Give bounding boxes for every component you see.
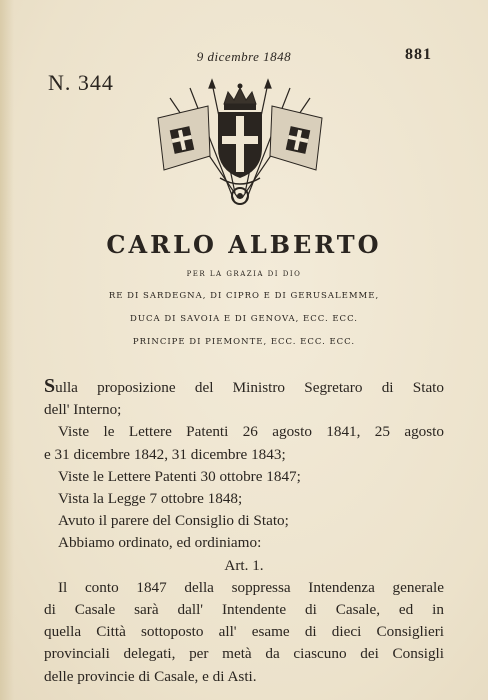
paragraph-2b: e 31 dicembre 1842, 31 dicembre 1843;: [44, 445, 286, 463]
sovereign-name: CARLO ALBERTO: [106, 230, 382, 259]
page-edge-shadow: [0, 0, 14, 700]
paragraph-1b: dell' Interno;: [44, 401, 122, 419]
article-heading: Art. 1.: [224, 556, 264, 574]
title-line-3: PRINCIPE DI PIEMONTE, ECC. ECC. ECC.: [132, 337, 356, 347]
article-line-1: Il conto 1847 della soppressa Intendenza generale: [58, 578, 444, 596]
paragraph-5: Avuto il parere del Consiglio di Stato;: [58, 512, 289, 530]
page-number: 881: [405, 46, 432, 63]
paragraph-1a: Sulla proposizione del Ministro Segretaro di Stato: [44, 375, 444, 397]
paragraph-2a: Viste le Lettere Patenti 26 agosto 1841, 25 agosto: [58, 423, 444, 441]
title-line-1: RE DI SARDEGNA, DI CIPRO E DI GERUSALEMME,: [108, 291, 380, 301]
paragraph-3: Viste le Lettere Patenti 30 ottobre 1847;: [58, 467, 301, 485]
paragraph-4: Vista la Legge 7 ottobre 1848;: [58, 490, 243, 508]
grace-formula: PER LA GRAZIA DI DIO: [186, 270, 302, 278]
decree-body: [44, 375, 444, 688]
header-date: 9 dicembre 1848: [196, 49, 292, 64]
article-line-4: provinciali delegati, per metà da ciascuno dei Consigli: [44, 645, 444, 663]
document-number: N. 344: [48, 70, 114, 95]
article-line-3: quella Città sottoposto all' esame di dieci Consiglieri: [44, 623, 444, 641]
paragraph-6: Abbiamo ordinato, ed ordiniamo:: [58, 534, 262, 552]
title-line-2: DUCA DI SAVOIA E DI GENOVA, ECC. ECC.: [130, 314, 358, 324]
article-line-5: delle provincie di Casale, e di Asti.: [44, 667, 257, 685]
drop-cap: S: [44, 375, 56, 397]
article-line-2: di Casale sarà dall' Intendente di Casale, ed in: [44, 601, 444, 619]
savoy-coat-of-arms-icon: [150, 78, 330, 218]
